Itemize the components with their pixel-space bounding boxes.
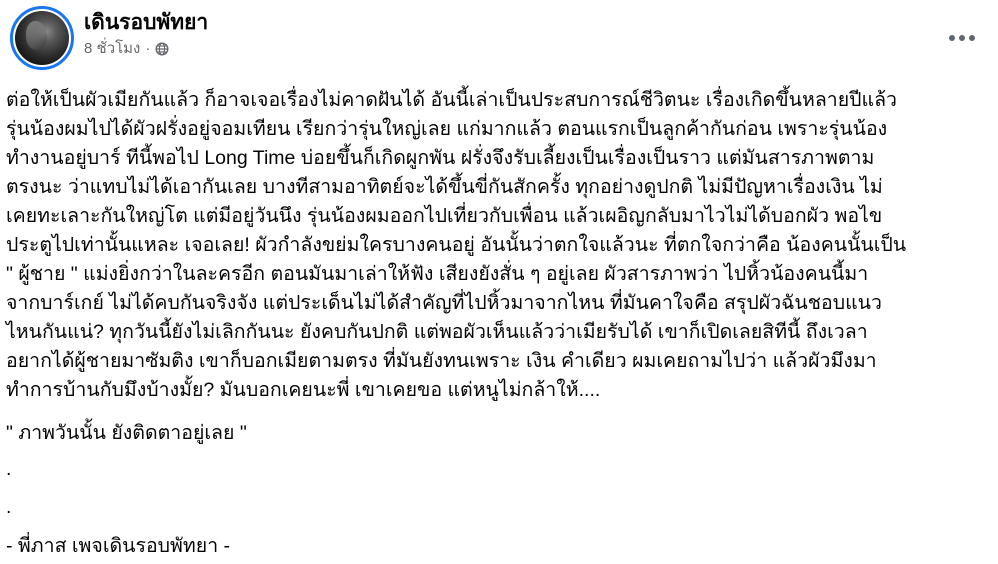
avatar[interactable] — [10, 6, 74, 70]
post-text — [0, 78, 998, 561]
avatar-photo — [15, 11, 69, 65]
timestamp-link[interactable]: 8 ชั่วโมง — [84, 40, 141, 57]
page-name-link[interactable]: เดินรอบพัทยา — [84, 11, 209, 34]
post-text-line: ประตูไปเท่านั้นแหละ เจอเลย! ผัวกำลังขย่มใครบางคนอยู่ อันนั้นว่าตกใจแล้วนะ ที่ตกใจกว่าคือ น้องคนนั้นเป็น — [6, 234, 907, 256]
dot-icon — [949, 35, 955, 41]
post-text-line: ไหนกันแน่? ทุกวันนี้ยังไม่เลิกกันนะ ยังคบกันปกติ แต่พอผัวเห็นแล้วว่าเมียรับได้ เขาก็เปิดเลยสิทีนี้ ถึงเวลา — [6, 321, 868, 343]
dot-icon — [959, 35, 965, 41]
post-text-line: จากบาร์เกย์ ไม่ได้คบกันจริงจัง แต่ประเด็นไม่ได้สำคัญที่ไปหิ้วมาจากไหน ที่มันคาใจคือ สรุปผัวฉันชอบแนว — [6, 292, 882, 314]
post-meta — [84, 39, 208, 59]
post-signature: - พี่ภาส เพจเดินรอบพัทยา - — [6, 535, 231, 557]
post-text-line: ตรงนะ ว่าแทบไม่ได้เอากันเลย บางทีสามอาทิตย์จะได้ขึ้นขี่กันสักครั้ง ทุกอย่างดูปกติ ไม่มีปัญหาเรื่องเงิน ไม่ — [6, 176, 883, 198]
post-text-line: " ผู้ชาย " แม่งยิ่งกว่าในละครอีก ตอนมันมาเล่าให้ฟัง เสียงยังสั่น ๆ อยู่เลย ผัวสารภาพว่า ไปหิ้วน้องคนนี้มา — [6, 263, 869, 285]
post-text-line: รุ่นน้องผมไปได้ผัวฝรั่งอยู่จอมเทียน เรียกว่ารุ่นใหญ่เลย แก่มากแล้ว ตอนแรกเป็นลูกค้ากันก่อน เพราะรุ่นน้อง — [6, 118, 888, 140]
meta-separator: · — [145, 40, 151, 57]
header-text — [84, 10, 208, 59]
more-options-button[interactable] — [944, 26, 980, 50]
post-text-line: อยากได้ผู้ชายมาซัมติง เขาก็บอกเมียตามตรง ที่มันยังทนเพราะ เงิน คำเดียว ผมเคยถามไปว่า แล้วผัวมึงมา — [6, 350, 877, 372]
post-text-line: ทำงานอยู่บาร์ ทีนี้พอไป Long Time บ่อยขึ้นก็เกิดผูกพัน ฝรั่งจึงรับเลี้ยงเป็นเรื่องเป็นราว แต่มันสารภาพตาม — [6, 147, 875, 169]
dot-icon — [969, 35, 975, 41]
post-quote: " ภาพวันนั้น ยังติดตาอยู่เลย " — [6, 422, 247, 444]
post-header — [0, 0, 998, 78]
globe-icon — [155, 42, 169, 56]
post-text-line: ทำการบ้านกับมึงบ้างมั้ย? มันบอกเคยนะพี่ เขาเคยขอ แต่หนูไม่กล้าให้.... — [6, 379, 601, 401]
spacer-dot: . — [6, 458, 12, 480]
post-text-line: เคยทะเลาะกันใหญ่โต แต่มีอยู่วันนึง รุ่นน้องผมออกไปเที่ยวกับเพื่อน แล้วเผอิญกลับมาไวไม่ได้บอกผัว พอไข — [6, 205, 883, 227]
spacer-dot: . — [6, 496, 12, 518]
post-text-line: ต่อให้เป็นผัวเมียกันแล้ว ก็อาจเจอเรื่องไม่คาดฝันได้ อันนี้เล่าเป็นประสบการณ์ชีวิตนะ เรื่องเกิดขึ้นหลายปีแล้ว — [6, 89, 897, 111]
